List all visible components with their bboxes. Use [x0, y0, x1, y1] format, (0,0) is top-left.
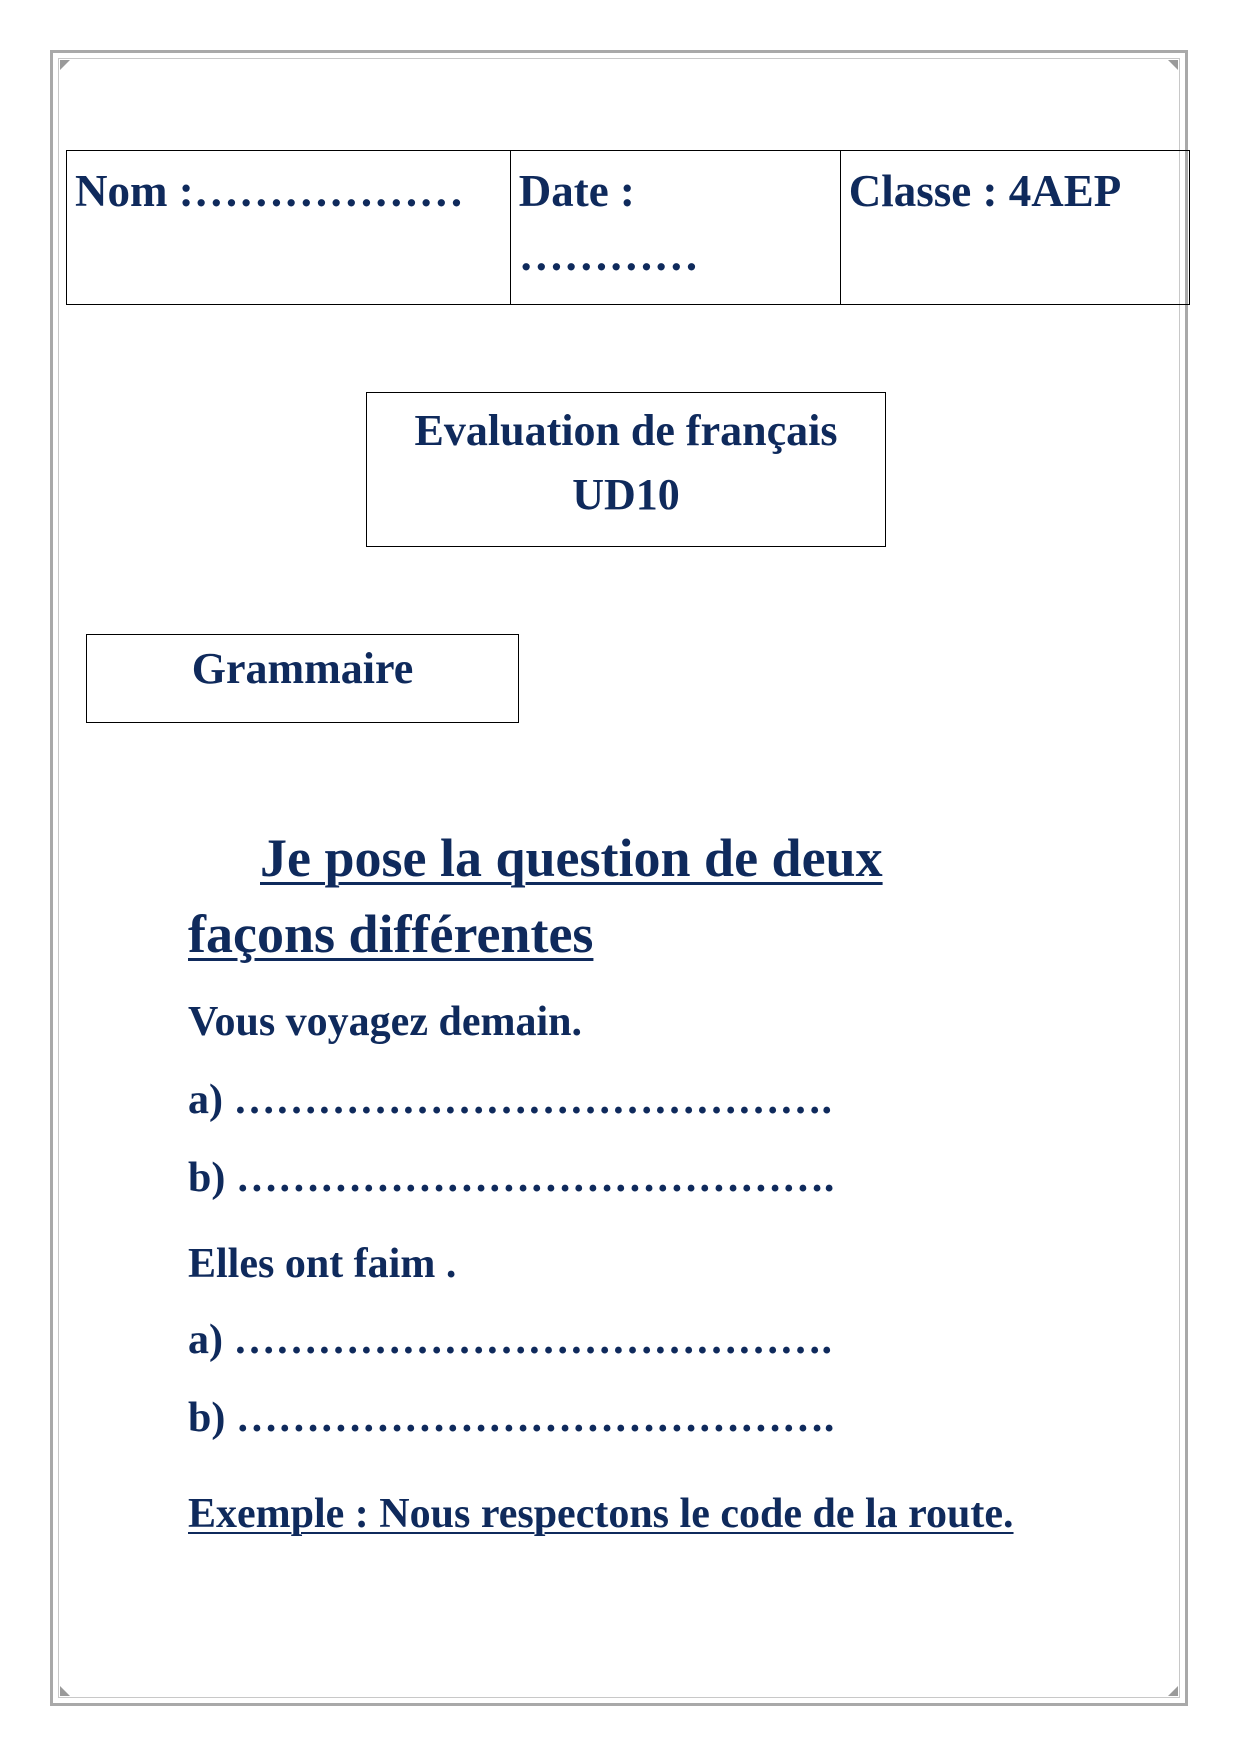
section-heading-box — [86, 634, 519, 723]
sentence-2: Elles ont faim . — [188, 1241, 457, 1287]
evaluation-title-box — [366, 392, 886, 547]
student-info-row — [67, 151, 1190, 305]
student-info-table — [66, 150, 1190, 305]
date-field-dots: ………… — [518, 230, 699, 280]
date-field-label: Date : — [518, 166, 635, 216]
corner-ornament-top-left — [60, 60, 70, 70]
example-sentence: Exemple : Nous respectons le code de la route. — [188, 1491, 1014, 1537]
date-cell[interactable] — [510, 151, 840, 305]
answer-line-1b[interactable]: b) ……………………………………. — [188, 1155, 835, 1201]
class-label: Classe : 4AEP — [848, 166, 1122, 216]
answer-line-1a[interactable]: a) ……………………………………. — [188, 1077, 832, 1123]
corner-ornament-bottom-right — [1168, 1686, 1178, 1696]
corner-ornament-top-right — [1168, 60, 1178, 70]
unit-label: UD10 — [572, 470, 680, 519]
evaluation-title: Evaluation de français — [414, 406, 838, 455]
corner-ornament-bottom-left — [60, 1686, 70, 1696]
answer-line-2b[interactable]: b) ……………………………………. — [188, 1395, 835, 1441]
instruction-line-1: Je pose la question de deux — [260, 828, 883, 888]
class-cell — [840, 151, 1189, 305]
answer-line-2a[interactable]: a) ……………………………………. — [188, 1317, 832, 1363]
section-heading: Grammaire — [191, 644, 414, 693]
name-field-label: Nom :……………… — [75, 166, 464, 216]
name-cell[interactable] — [67, 151, 511, 305]
sentence-1: Vous voyagez demain. — [188, 999, 582, 1045]
instruction-line-2: façons différentes — [188, 904, 594, 964]
exercise-instruction — [188, 820, 1048, 972]
